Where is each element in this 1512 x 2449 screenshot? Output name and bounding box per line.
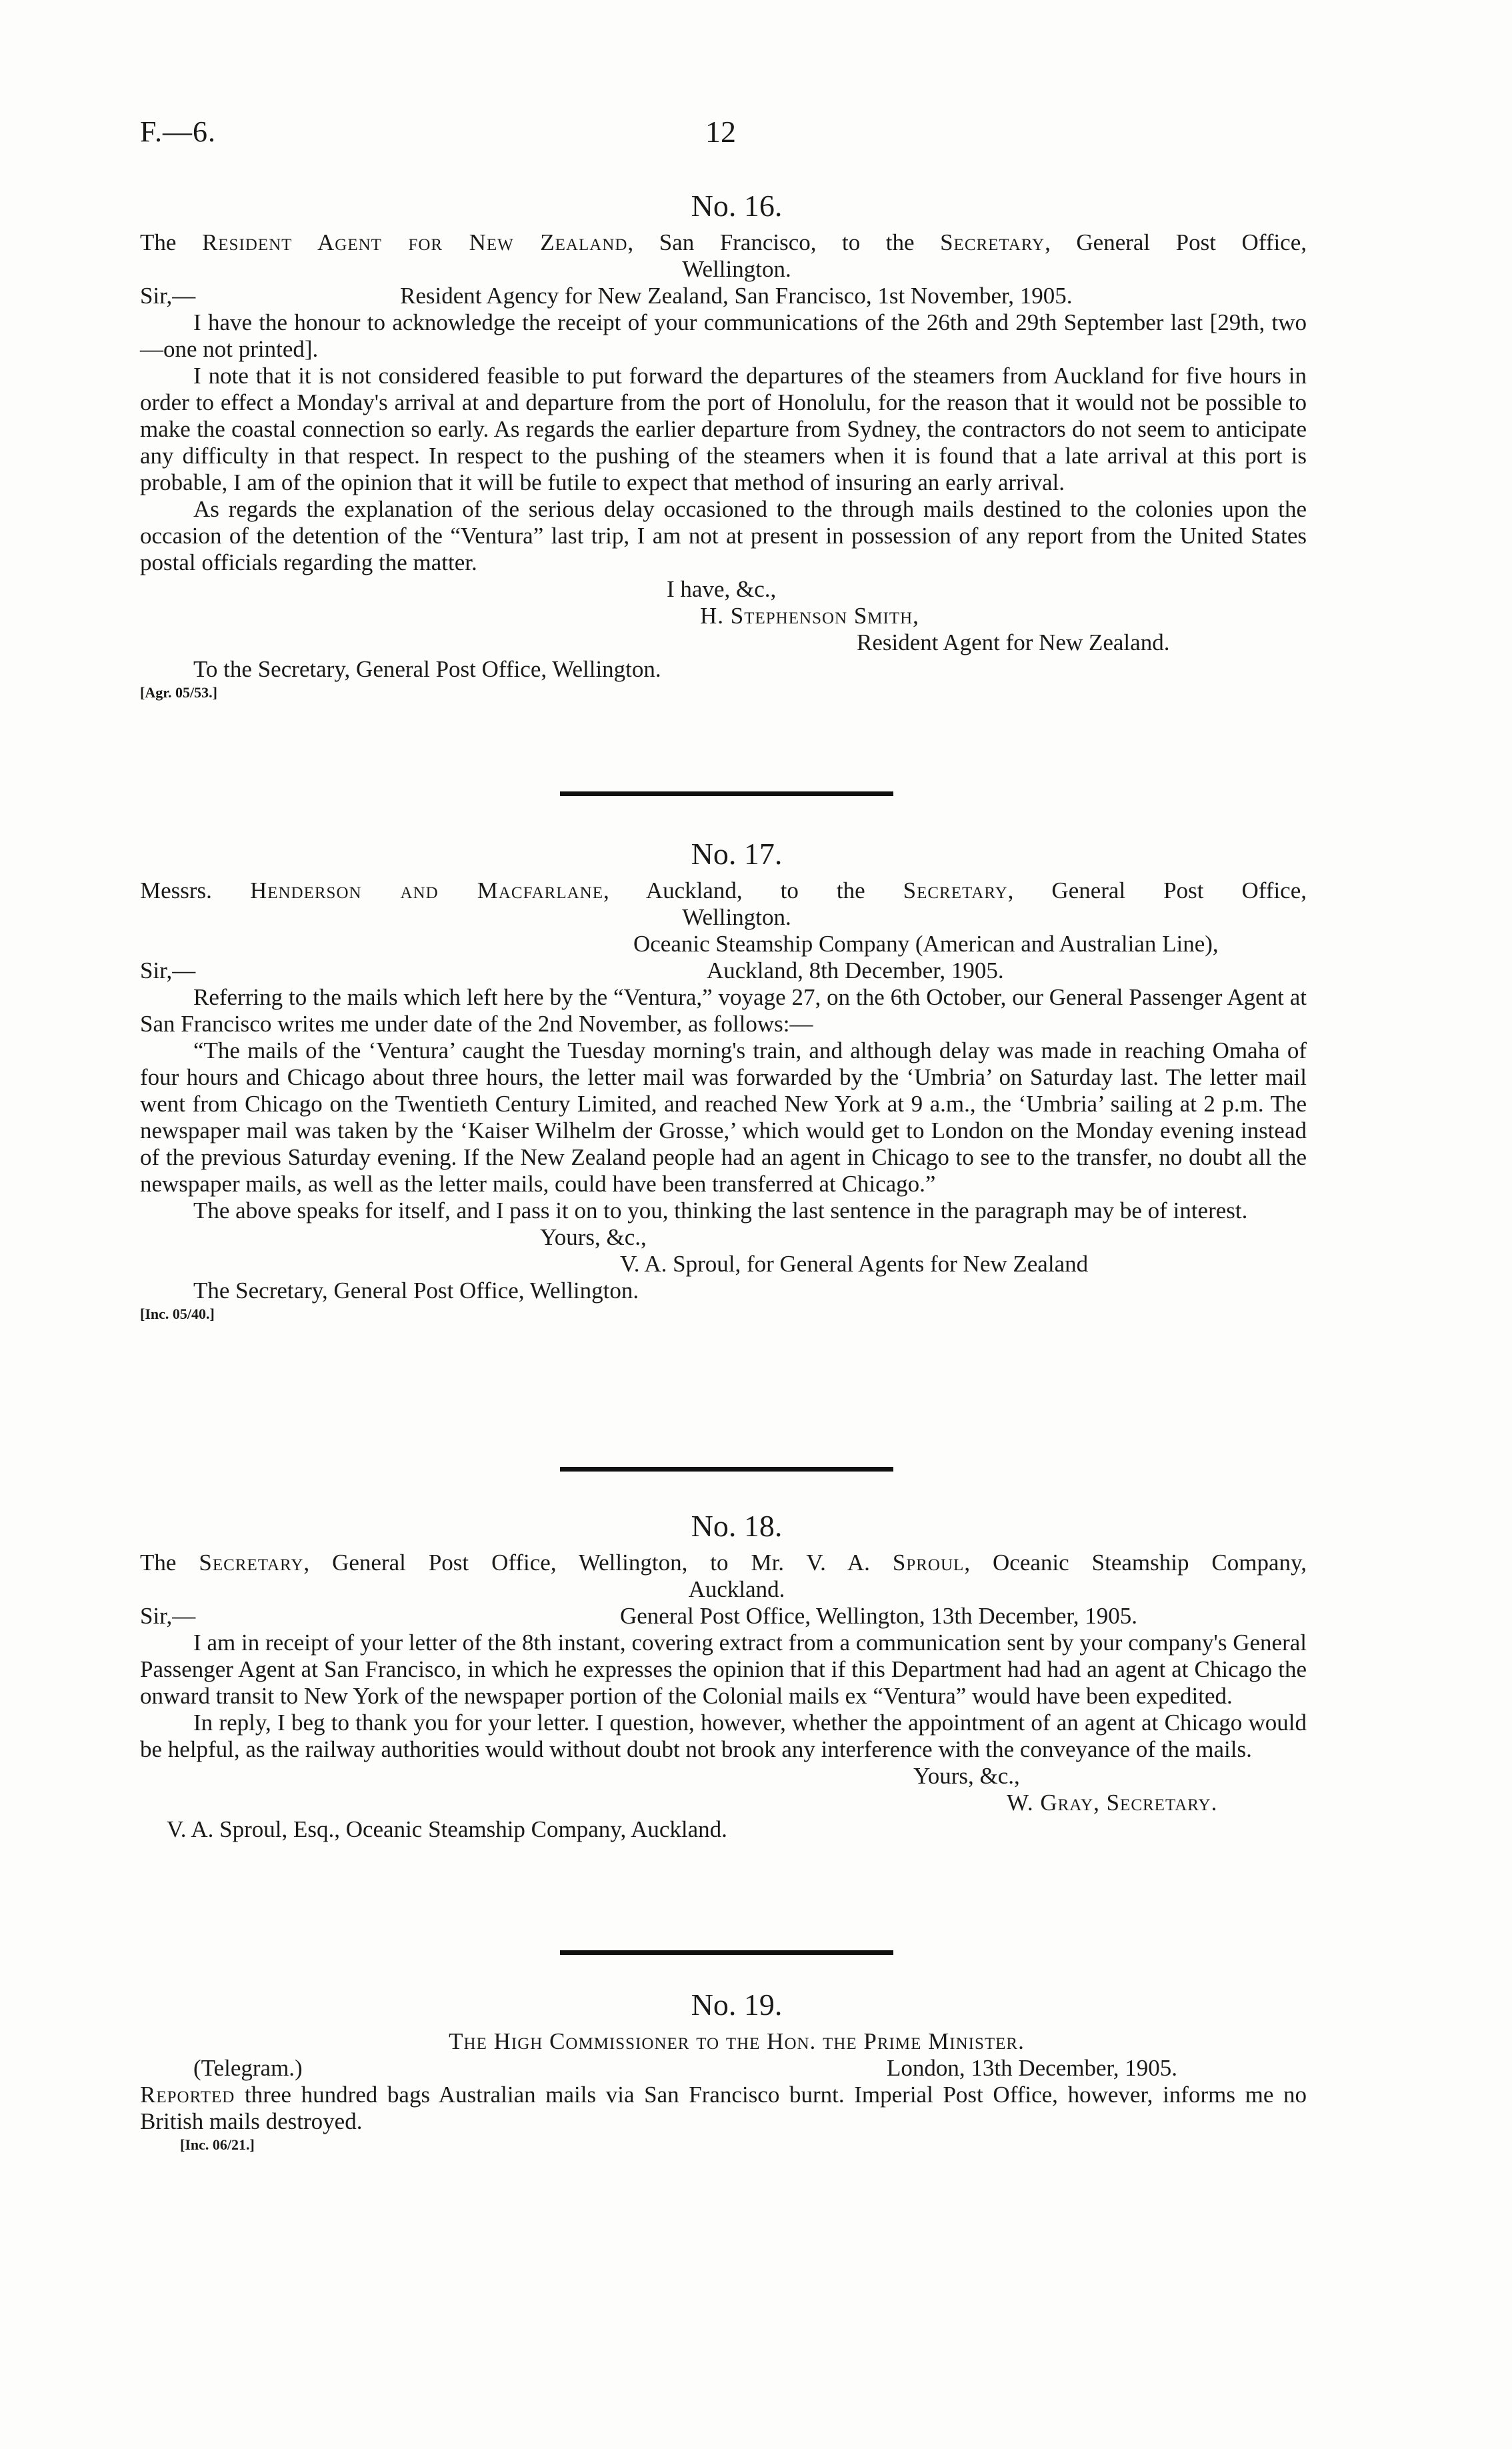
org-line: Oceanic Steamship Company (American and Australian Line), xyxy=(633,931,1219,957)
section-heading-line2: Auckland. xyxy=(688,1576,785,1602)
salutation: Sir,— xyxy=(140,957,196,983)
paragraph: I am in receipt of your letter of the 8th instant, covering extract from a communication sent by your company's General Passenger Agent at San Francisco, in which he expresses the opinion that if this Department had had an agent at Chicago the onward transit to New York of the newspaper portion of the Colonial mails ex “Ventura” would have been expedited. xyxy=(140,1630,1307,1709)
place-date: General Post Office, Wellington, 13th December, 1905. xyxy=(620,1603,1137,1629)
section-heading-line2: Wellington. xyxy=(682,904,791,930)
place-date: Resident Agency for New Zealand, San Francisco, 1st November, 1905. xyxy=(400,283,1073,309)
file-reference: [Agr. 05/53.] xyxy=(140,684,217,701)
salutation: Sir,— xyxy=(140,283,196,309)
salutation-line xyxy=(140,1603,1307,1630)
section-heading: The Secretary, General Post Office, Wellington, to Mr. V. A. Sproul, Oceanic Steamship Company, xyxy=(140,1550,1307,1576)
signatory-title: Resident Agent for New Zealand. xyxy=(857,629,1170,655)
paragraph: I have the honour to acknowledge the receipt of your communications of the 26th and 29th September last [29th, two—one not printed]. xyxy=(140,309,1307,362)
telegram-body: Reported three hundred bags Australian mails via San Francisco burnt. Imperial Post Office, however, informs me no British mails destroyed. xyxy=(140,2082,1307,2134)
file-reference: [Inc. 05/40.] xyxy=(140,1306,215,1322)
place-date: Auckland, 8th December, 1905. xyxy=(707,957,1004,983)
section-no-16 xyxy=(140,188,1307,703)
salutation: Sir,— xyxy=(140,1603,196,1629)
signatory: V. A. Sproul, for General Agents for New Zealand xyxy=(620,1251,1089,1277)
page-number: 12 xyxy=(705,115,736,149)
section-heading: The Resident Agent for New Zealand, San Francisco, to the Secretary, General Post Office, xyxy=(140,229,1307,255)
quoted-paragraph: “The mails of the ‘Ventura’ caught the Tuesday morning's train, and although delay was made in reaching Omaha of four hours and Chicago about three hours, the letter mail was forwarded by the ‘Umbria’ on Saturday last. The letter mail went from Chicago on the Twentieth Century Limited, and reached New York at 9 a.m., the ‘Umbria’ sailing at 2 p.m. The newspaper mail was taken by the ‘Kaiser Wilhelm der Grosse,’ which would get to London on the Monday evening instead of the previous Saturday evening. If the New Zealand people had an agent in Chicago to see to the transfer, no doubt all the newspaper mails, as well as the letter mails, could have been transferred at Chicago.” xyxy=(140,1037,1307,1197)
paragraph: Referring to the mails which left here by the “Ventura,” voyage 27, on the 6th October, our General Passenger Agent at San Francisco writes me under date of the 2nd November, as follows:— xyxy=(140,984,1307,1037)
paragraph: I note that it is not considered feasible to put forward the departures of the steamers from Auckland for five hours in order to effect a Monday's arrival at and departure from the port of Honolulu, for the reason that it would not be possible to make the coastal connection so early. As regards the earlier departure from Sydney, the contractors do not seem to anticipate any difficulty in that respect. In respect to the pushing of the steamers when it is found that a late arrival at this port is probable, I am of the opinion that it will be futile to expect that method of insuring an early arrival. xyxy=(140,363,1307,495)
addressee: To the Secretary, General Post Office, Wellington. xyxy=(193,656,661,682)
section-heading: Messrs. Henderson and Macfarlane, Auckland, to the Secretary, General Post Office, xyxy=(140,877,1307,903)
signatory: H. Stephenson Smith, xyxy=(700,603,919,629)
place-date: London, 13th December, 1905. xyxy=(887,2055,1177,2081)
addressee: V. A. Sproul, Esq., Oceanic Steamship Company, Auckland. xyxy=(167,1816,727,1842)
section-number: No. 19. xyxy=(691,1988,783,2022)
signatory: W. Gray, Secretary. xyxy=(1007,1790,1218,1816)
section-heading-line2: Wellington. xyxy=(682,256,791,282)
addressee: The Secretary, General Post Office, Wellington. xyxy=(193,1278,639,1304)
section-divider xyxy=(560,1467,893,1472)
section-no-17 xyxy=(140,836,1307,1324)
section-divider xyxy=(560,791,893,796)
section-no-18 xyxy=(140,1508,1307,1843)
paragraph: As regards the explanation of the serious delay occasioned to the through mails destined to the colonies upon the occasion of the detention of the “Ventura” last trip, I am not at present in possession of any report from the United States postal officials regarding the matter. xyxy=(140,496,1307,575)
paragraph: In reply, I beg to thank you for your letter. I question, however, whether the appointment of an agent at Chicago would be helpful, as the railway authorities would without doubt not brook any interference with the conveyance of the mails. xyxy=(140,1710,1307,1762)
section-number: No. 17. xyxy=(691,837,783,871)
closing: Yours, &c., xyxy=(913,1763,1020,1789)
file-reference: [Inc. 06/21.] xyxy=(180,2136,255,2153)
salutation-line xyxy=(140,283,1307,309)
page-reference: F.—6. xyxy=(140,115,216,148)
salutation-line xyxy=(140,957,1307,984)
telegram-label: (Telegram.) xyxy=(193,2055,303,2081)
section-heading: The High Commissioner to the Hon. the Prime Minister. xyxy=(449,2028,1025,2054)
section-no-19 xyxy=(140,1987,1307,2155)
section-number: No. 18. xyxy=(691,1509,783,1543)
telegram-line xyxy=(140,2055,1307,2082)
paragraph: The above speaks for itself, and I pass it on to you, thinking the last sentence in the paragraph may be of interest. xyxy=(193,1197,1248,1223)
closing: I have, &c., xyxy=(667,576,777,602)
section-number: No. 16. xyxy=(691,189,783,223)
section-divider xyxy=(560,1950,893,1955)
closing: Yours, &c., xyxy=(540,1224,647,1250)
